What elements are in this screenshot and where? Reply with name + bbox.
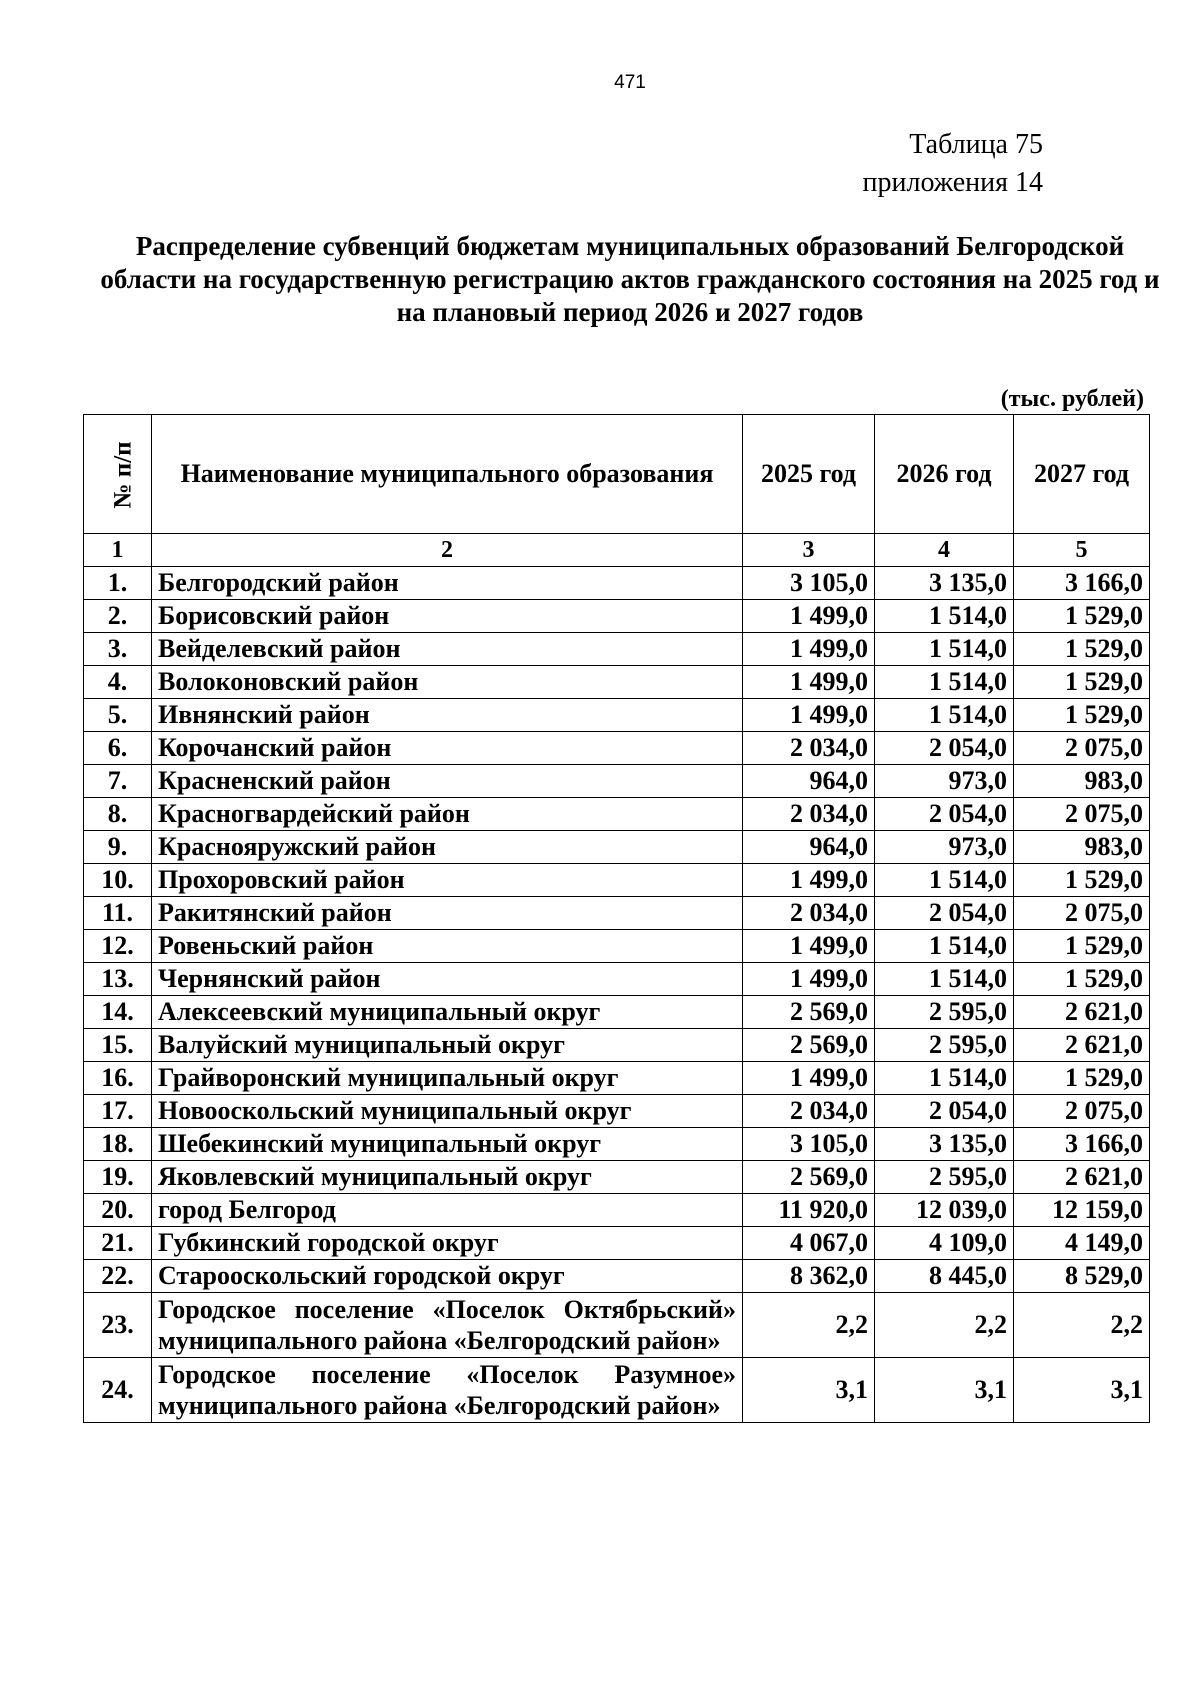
value-2026: 2 054,0 (875, 732, 1014, 765)
value-2025: 964,0 (743, 765, 875, 798)
value-2027: 2,2 (1014, 1293, 1150, 1358)
value-2026: 973,0 (875, 765, 1014, 798)
table-row (84, 600, 1150, 633)
table-row (84, 963, 1150, 996)
value-2025: 2 034,0 (743, 798, 875, 831)
municipality-name: Белгородский район (152, 567, 743, 600)
value-2027: 8 529,0 (1014, 1260, 1150, 1293)
municipality-name: Чернянский район (152, 963, 743, 996)
header-2027: 2027 год (1014, 415, 1150, 534)
row-number: 12. (84, 930, 152, 963)
value-2027: 983,0 (1014, 765, 1150, 798)
table-row (84, 831, 1150, 864)
table-row (84, 633, 1150, 666)
value-2025: 2 034,0 (743, 732, 875, 765)
page-number: 471 (614, 72, 646, 93)
table-row (84, 1293, 1150, 1358)
value-2026: 973,0 (875, 831, 1014, 864)
value-2027: 1 529,0 (1014, 1062, 1150, 1095)
municipality-name: Красненский район (152, 765, 743, 798)
municipality-name: Волоконовский район (152, 666, 743, 699)
table-row (84, 699, 1150, 732)
column-index: 3 (743, 534, 875, 567)
row-number: 18. (84, 1128, 152, 1161)
header-name: Наименование муниципального образования (152, 415, 743, 534)
row-number: 8. (84, 798, 152, 831)
table-row (84, 1358, 1150, 1423)
header-row (84, 415, 1150, 534)
municipality-name: Ивнянский район (152, 699, 743, 732)
table-row (84, 798, 1150, 831)
document-title: Распределение субвенций бюджетам муниципальных образований Белгородской области на государственную регистрацию актов гражданского состояния на 2025 год и на плановый период 2026 и 2027 годов (100, 231, 1160, 327)
value-2026: 3,1 (875, 1358, 1014, 1423)
value-2026: 2 054,0 (875, 1095, 1014, 1128)
municipality-name: Борисовский район (152, 600, 743, 633)
header-2026: 2026 год (875, 415, 1014, 534)
table-row (84, 1260, 1150, 1293)
row-number: 6. (84, 732, 152, 765)
table-row (84, 864, 1150, 897)
value-2025: 2 034,0 (743, 1095, 875, 1128)
row-number: 5. (84, 699, 152, 732)
value-2027: 2 621,0 (1014, 996, 1150, 1029)
row-number: 20. (84, 1194, 152, 1227)
value-2026: 3 135,0 (875, 567, 1014, 600)
value-2027: 2 621,0 (1014, 1161, 1150, 1194)
value-2026: 2,2 (875, 1293, 1014, 1358)
table-row (84, 567, 1150, 600)
municipality-name: Вейделевский район (152, 633, 743, 666)
municipality-name: город Белгород (152, 1194, 743, 1227)
value-2027: 2 075,0 (1014, 1095, 1150, 1128)
value-2026: 1 514,0 (875, 666, 1014, 699)
value-2026: 1 514,0 (875, 600, 1014, 633)
row-number: 11. (84, 897, 152, 930)
table-row (84, 996, 1150, 1029)
value-2025: 2 569,0 (743, 1161, 875, 1194)
row-number: 10. (84, 864, 152, 897)
row-number: 4. (84, 666, 152, 699)
row-number: 24. (84, 1358, 152, 1423)
municipality-name: Новооскольский муниципальный округ (152, 1095, 743, 1128)
column-index: 1 (84, 534, 152, 567)
column-index-row (84, 534, 1150, 567)
value-2027: 3 166,0 (1014, 1128, 1150, 1161)
table-row (84, 1095, 1150, 1128)
row-number: 22. (84, 1260, 152, 1293)
subvention-table (83, 414, 1150, 1423)
row-number: 9. (84, 831, 152, 864)
value-2026: 1 514,0 (875, 963, 1014, 996)
row-number: 7. (84, 765, 152, 798)
value-2026: 1 514,0 (875, 864, 1014, 897)
value-2025: 1 499,0 (743, 600, 875, 633)
value-2025: 1 499,0 (743, 666, 875, 699)
table-row (84, 732, 1150, 765)
row-number: 14. (84, 996, 152, 1029)
municipality-name: Грайворонский муниципальный округ (152, 1062, 743, 1095)
value-2027: 1 529,0 (1014, 600, 1150, 633)
row-number: 16. (84, 1062, 152, 1095)
municipality-name: Ровеньский район (152, 930, 743, 963)
value-2025: 4 067,0 (743, 1227, 875, 1260)
value-2027: 2 075,0 (1014, 732, 1150, 765)
value-2027: 1 529,0 (1014, 699, 1150, 732)
municipality-name: Краснояружский район (152, 831, 743, 864)
value-2026: 1 514,0 (875, 633, 1014, 666)
table-row (84, 1194, 1150, 1227)
value-2026: 2 595,0 (875, 1161, 1014, 1194)
value-2026: 12 039,0 (875, 1194, 1014, 1227)
column-index: 4 (875, 534, 1014, 567)
municipality-name: Старооскольский городской округ (152, 1260, 743, 1293)
municipality-name: Городское поселение «Поселок Октябрьский» муниципального района «Белгородский район» (152, 1293, 743, 1358)
row-number: 15. (84, 1029, 152, 1062)
municipality-name: Яковлевский муниципальный округ (152, 1161, 743, 1194)
table-row (84, 1227, 1150, 1260)
value-2027: 2 075,0 (1014, 798, 1150, 831)
value-2026: 3 135,0 (875, 1128, 1014, 1161)
value-2025: 2 569,0 (743, 1029, 875, 1062)
row-number: 3. (84, 633, 152, 666)
column-index: 2 (152, 534, 743, 567)
value-2025: 1 499,0 (743, 864, 875, 897)
value-2026: 1 514,0 (875, 930, 1014, 963)
municipality-name: Ракитянский район (152, 897, 743, 930)
value-2025: 1 499,0 (743, 1062, 875, 1095)
table-row (84, 1062, 1150, 1095)
value-2025: 1 499,0 (743, 963, 875, 996)
value-2025: 2,2 (743, 1293, 875, 1358)
municipality-name: Губкинский городской округ (152, 1227, 743, 1260)
value-2025: 3 105,0 (743, 567, 875, 600)
row-number: 19. (84, 1161, 152, 1194)
value-2025: 1 499,0 (743, 699, 875, 732)
value-2025: 1 499,0 (743, 930, 875, 963)
row-number: 13. (84, 963, 152, 996)
municipality-name: Прохоровский район (152, 864, 743, 897)
row-number: 1. (84, 567, 152, 600)
value-2027: 2 075,0 (1014, 897, 1150, 930)
table-row (84, 897, 1150, 930)
value-2026: 2 054,0 (875, 897, 1014, 930)
header-number: № п/п (84, 415, 152, 534)
table-ref-line2: приложения 14 (862, 167, 1043, 198)
value-2026: 8 445,0 (875, 1260, 1014, 1293)
table-row (84, 1161, 1150, 1194)
table-row (84, 765, 1150, 798)
value-2027: 3 166,0 (1014, 567, 1150, 600)
municipality-name: Красногвардейский район (152, 798, 743, 831)
value-2027: 3,1 (1014, 1358, 1150, 1423)
value-2027: 1 529,0 (1014, 930, 1150, 963)
value-2026: 2 595,0 (875, 1029, 1014, 1062)
row-number: 2. (84, 600, 152, 633)
value-2026: 2 054,0 (875, 798, 1014, 831)
table-row (84, 1029, 1150, 1062)
value-2025: 2 034,0 (743, 897, 875, 930)
value-2025: 3,1 (743, 1358, 875, 1423)
value-2025: 2 569,0 (743, 996, 875, 1029)
value-2027: 2 621,0 (1014, 1029, 1150, 1062)
units-label: (тыс. рублей) (1000, 386, 1144, 412)
header-2025: 2025 год (743, 415, 875, 534)
table-ref-line1: Таблица 75 (909, 129, 1043, 160)
municipality-name: Городское поселение «Поселок Разумное» муниципального района «Белгородский район» (152, 1358, 743, 1423)
value-2026: 2 595,0 (875, 996, 1014, 1029)
value-2027: 1 529,0 (1014, 864, 1150, 897)
municipality-name: Шебекинский муниципальный округ (152, 1128, 743, 1161)
value-2025: 964,0 (743, 831, 875, 864)
table-reference (863, 126, 1044, 202)
municipality-name: Валуйский муниципальный округ (152, 1029, 743, 1062)
value-2025: 11 920,0 (743, 1194, 875, 1227)
value-2026: 1 514,0 (875, 699, 1014, 732)
value-2025: 3 105,0 (743, 1128, 875, 1161)
value-2027: 983,0 (1014, 831, 1150, 864)
column-index: 5 (1014, 534, 1150, 567)
table-body (84, 567, 1150, 1423)
value-2027: 1 529,0 (1014, 963, 1150, 996)
value-2027: 12 159,0 (1014, 1194, 1150, 1227)
table-row (84, 930, 1150, 963)
row-number: 17. (84, 1095, 152, 1128)
value-2027: 4 149,0 (1014, 1227, 1150, 1260)
row-number: 23. (84, 1293, 152, 1358)
municipality-name: Корочанский район (152, 732, 743, 765)
value-2025: 8 362,0 (743, 1260, 875, 1293)
value-2026: 1 514,0 (875, 1062, 1014, 1095)
table-row (84, 1128, 1150, 1161)
value-2027: 1 529,0 (1014, 666, 1150, 699)
table-row (84, 666, 1150, 699)
value-2026: 4 109,0 (875, 1227, 1014, 1260)
value-2025: 1 499,0 (743, 633, 875, 666)
municipality-name: Алексеевский муниципальный округ (152, 996, 743, 1029)
value-2027: 1 529,0 (1014, 633, 1150, 666)
row-number: 21. (84, 1227, 152, 1260)
